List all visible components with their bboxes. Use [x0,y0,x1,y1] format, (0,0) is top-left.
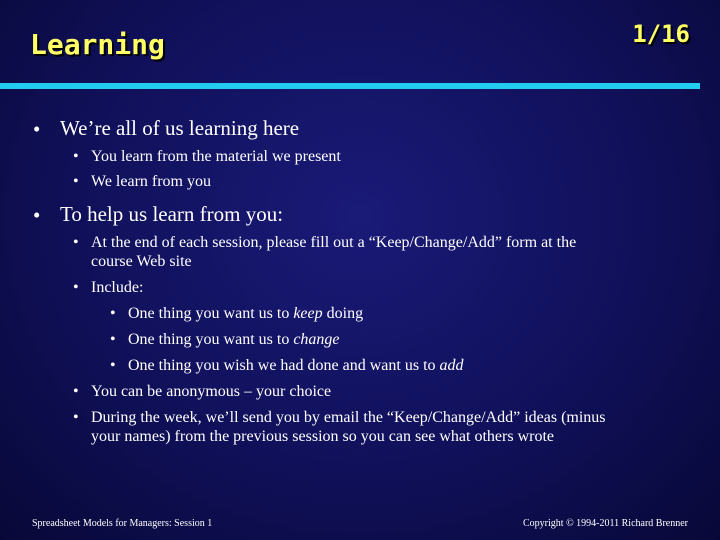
bullet-glyph: • [73,173,79,190]
sub-bullet-continuation: course Web site [91,253,192,270]
footer-copyright: Copyright © 1994-2011 Richard Brenner [523,518,688,529]
bullet-glyph: • [110,357,116,374]
sub-bullet: Include: [91,279,144,296]
sub-bullet: At the end of each session, please fill out a “Keep/Change/Add” form at the [91,234,577,251]
sub-bullet: We learn from you [91,173,211,190]
sub-bullet: You can be anonymous – your choice [91,383,332,400]
bullet-glyph: • [73,234,79,251]
sub-sub-bullet [128,305,363,323]
text-run: doing [322,305,364,322]
sub-bullet-continuation: your names) from the previous session so you can see what others wrote [91,428,554,445]
sub-sub-bullet [128,331,340,349]
main-bullet-2: To help us learn from you: [60,202,284,226]
sub-sub-bullet [128,357,464,375]
text-run: One thing you want us to [128,331,294,348]
bullet-glyph: • [73,409,79,426]
bullet-glyph: • [110,331,116,348]
footer-course: Spreadsheet Models for Managers: Session 1 [32,518,213,529]
bullet-glyph: • [33,117,41,141]
slide-title: Learning [30,28,165,61]
bullet-glyph: • [73,279,79,296]
text-run: One thing you want us to [128,305,294,322]
bullet-glyph: • [73,383,79,400]
bullet-glyph: • [110,305,116,322]
main-bullet-1: We’re all of us learning here [60,116,300,140]
emphasis-text: change [293,331,340,348]
bullet-glyph: • [33,203,41,227]
emphasis-text: add [439,357,464,374]
bullet-glyph: • [73,148,79,165]
page-number: 1/16 [632,20,690,48]
text-run: One thing you wish we had done and want us to [128,357,440,374]
emphasis-text: keep [293,305,323,322]
sub-bullet: You learn from the material we present [91,148,341,165]
sub-bullet: During the week, we’ll send you by email the “Keep/Change/Add” ideas (minus [91,409,606,426]
